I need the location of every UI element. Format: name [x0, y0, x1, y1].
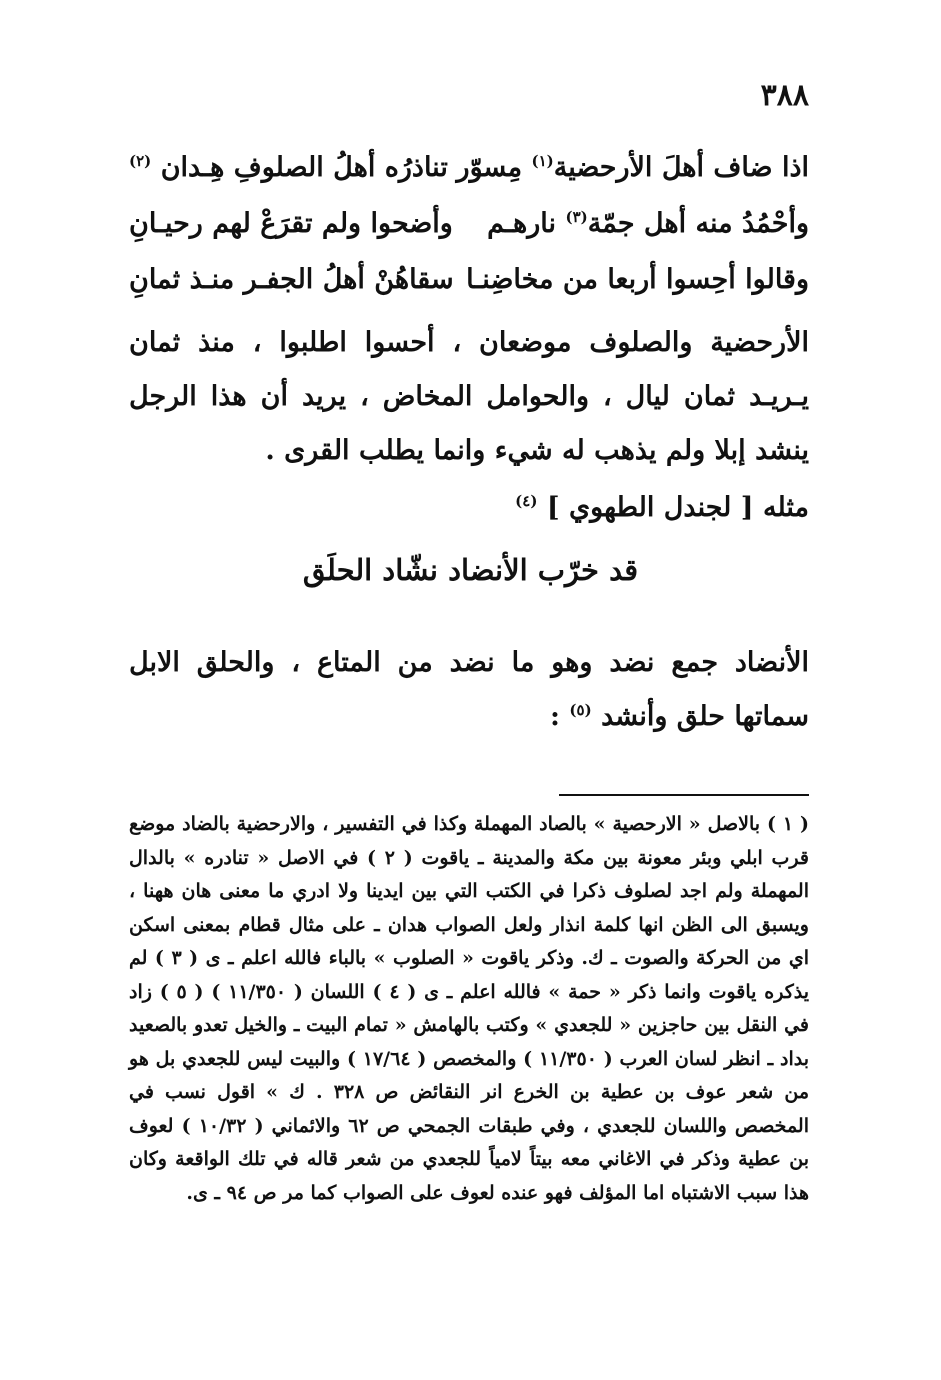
verse-text: سقاهُنْ أهلُ الجفـر منـذ ثمانِ [129, 264, 454, 295]
verse-text: وقالوا أحِسوا أربعا من مخاضِنـا [466, 264, 809, 295]
verse-second-hemistich [129, 196, 453, 252]
footnote-marker: (٣) [565, 208, 588, 226]
verse-second-hemistich [129, 140, 448, 196]
verse-second-hemistich [129, 252, 454, 308]
verse-text: مِسوّر [456, 152, 532, 183]
verse-line [129, 196, 809, 252]
footnote-marker: (١) [531, 152, 554, 170]
verse-text: اذا ضاف أهلَ الأرحضية [553, 152, 809, 183]
page-number: ٣٨٨ [760, 78, 809, 113]
commentary-paragraph [129, 636, 809, 744]
exemplar-heading [515, 492, 809, 523]
footnote-marker: (٤) [515, 492, 538, 510]
exemplar-text: مثله [ لجندل الطهوي ] [546, 492, 809, 523]
verse-text: تناذرُه أهلُ الصلوفِ هِـدان [160, 152, 448, 183]
verse-first-hemistich [457, 140, 809, 196]
verse-line [129, 140, 809, 196]
verse-text: نارهـم [487, 208, 566, 239]
verse-text: وأضحوا ولم تقرَعْ لهم رحيـانِ [129, 208, 453, 239]
footnotes: ( ١ ) بالاصل « الارحصية » بالصاد المهملة وكذا في التفسير ، والارحضية بالضاد موضع قرب ابلي وبئر معونة بين مكة والمدينة ـ ياقوت ( ٢ ) في الاصل « تنادره » بالدال المهملة ولم اجد لصلوف ذكرا في الكتب التي بين ايدينا ولا ادري ما معنى هان ههنا ، ويسبق الى الظن انها كلمة انذار ولعل الصواب هدان ـ على مثال قطام بمعنى اسكن اي من الحركة والصوت ـ ك. وذكر ياقوت « الصلوب » بالباء فالله اعلم ـ ى ( ٣ ) لم يذكره ياقوت وانما ذكر « حمة » فالله اعلم ـ ى ( ٤ ) اللسان ( ١١/٣٥٠ ) ( ٥ ) زاد في النقل بين حاجزين « للجعدي » وكتب بالهامش « تمام البيت ـ والخيل تعدو بالصعيد بداد ـ انظر لسان العرب ( ١١/٣٥٠ ) والمخصص ( ١٧/٦٤ ) والبيت ليس للجعدي بل هو من شعر عوف بن عطية بن الخرع انر النقائض ص ٣٢٨ . ك » اقول نسب في المخصص واللسان للجعدي ، وفي طبقات الجمحي ص ٦٢ والائماني ( ١٠/٣٢ ) لعوف بن عطية وذكر في الاغاني معه بيتاً لامياً للجعدي من شعر قاله في تلك الواقعة وكان هذا سبب الاشتباه اما المؤلف فهو عنده لعوف على الصواب كما مر ص ٩٤ ـ ى. [129, 813, 810, 1204]
footnote-divider [559, 794, 809, 796]
verse-text: وأحْمُدُ منه أهل جمّة [587, 208, 809, 239]
quoted-verse: قد خرّب الأنضاد نشّاد الحلَق [302, 553, 639, 587]
paragraph-text: الأنضاد جمع نضد وهو ما نضد من المتاع ، والحلق الابل سماتها حلق وأنشد [129, 647, 809, 732]
commentary-paragraph: الأرحضية والصلوف موضعان ، أحسوا اطلبوا ، منذ ثمان يـريـد ثمان ليال ، والحوامل المخاض ، يريد أن هذا الرجل ينشد إبلا ولم يذهب له شيء وانما يطلب القرى . [129, 327, 809, 466]
poem-verses [129, 140, 809, 308]
verse-line [129, 252, 809, 308]
footnote-marker: (٥) [569, 701, 592, 719]
verse-first-hemistich [466, 252, 809, 308]
footnote-marker: (٢) [129, 152, 152, 170]
paragraph-text: : [550, 701, 570, 732]
verse-first-hemistich [487, 196, 809, 252]
